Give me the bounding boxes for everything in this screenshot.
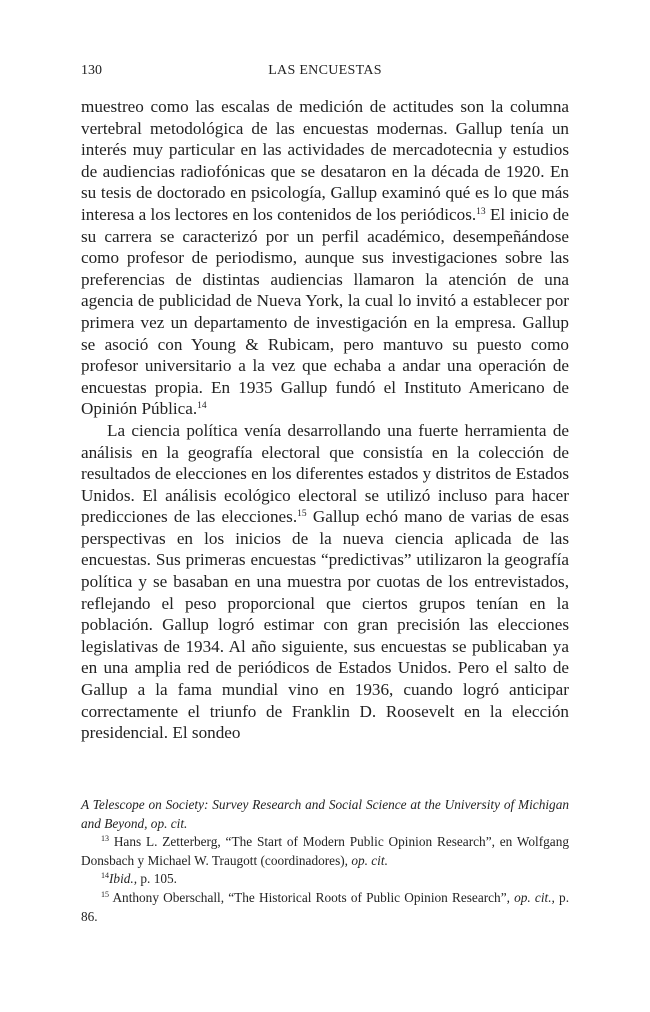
paragraph-1 [81,96,569,420]
footnote-15-text: Anthony Oberschall, “The Historical Roots of Public Opinion Research”, [109,889,515,905]
paragraph-2-text-b: Gallup echó mano de varias de esas perspectivas en los inicios de la nueva ciencia aplicada de las encuestas. Sus primeras encuestas “predictivas” utilizaron la geografía política y se basaban en una muestra por cuotas de los entrevistados, reflejando el peso proporcional que ciertos grupos tenían en la población. Gallup logró estimar con gran precisión las elecciones legislativas de 1934. Al año siguiente, sus encuestas se publicaban ya en una amplia red de periódicos de Estados Unidos. Pero el salto de Gallup a la fama mundial vino en 1936, cuando logró anticipar correctamente el triunfo de Franklin D. Roosevelt en la elección presidencial. El sondeo [81,507,569,743]
body-text [81,96,569,744]
footnote-14-citation: Ibid., [109,871,138,887]
paragraph-1-text-a: muestreo como las escalas de medición de actitudes son la columna vertebral metodológica de las encuestas modernas. Gallup tenía un interés muy particular en las actividades de mercadotecnia y estudios de audiencias radiofónicas que se desataron en la década de 1920. En su tesis de doctorado en psicología, Gallup examinó qué es lo que más interesa a los lectores en los contenidos de los periódicos. [81,97,569,224]
footnote-ref-14[interactable]: 14 [197,401,207,412]
footnote-14-number: 14 [101,871,109,881]
footnote-14 [81,870,569,889]
footnote-13 [81,833,569,870]
footnote-15-citation: op. cit., [514,889,555,905]
footnote-13-citation: op. cit. [351,852,388,868]
footnote-13-text: Hans L. Zetterberg, “The Start of Modern Public Opinion Research”, en Wolfgang Donsbach y Michael W. Traugott (coordinadores), [81,834,569,868]
footnotes [81,796,569,926]
paragraph-2 [81,420,569,744]
footnote-14-text: p. 105. [137,871,177,887]
footnote-13-number: 13 [101,834,109,844]
footnote-continued [81,796,569,833]
footnote-15-number: 15 [101,889,109,899]
running-title: LAS ENCUESTAS [268,63,382,78]
footnote-ref-15[interactable]: 15 [297,509,307,520]
footnote-15 [81,889,569,926]
paragraph-1-text-b: El inicio de su carrera se caracterizó por un perfil académico, desempeñándose como profesor de periodismo, aunque sus investigaciones sobre las preferencias de distintas audiencias llamaron la atención de una agencia de publicidad de Nueva York, la cual lo invitó a establecer por primera vez un departamento de investigación en la empresa. Gallup se asoció con Young & Rubicam, pero mantuvo su puesto como profesor universitario a la vez que echaba a andar una operación de encuestas propia. En 1935 Gallup fundó el Instituto Americano de Opinión Pública. [81,204,569,419]
paragraph-2-text-a: La ciencia política venía desarrollando una fuerte herramienta de análisis en la geografía electoral que consistía en la colección de resultados de elecciones en los diferentes estados y distritos de Estados Unidos. El análisis ecológico electoral se utilizó incluso para hacer predicciones de las elecciones. [81,420,569,527]
page-number: 130 [81,63,102,78]
footnote-continued-title: A Telescope on Society: Survey Research and Social Science at the University of Michigan and Beyond, op. cit. [81,797,569,831]
footnote-ref-13[interactable]: 13 [476,206,486,217]
footnote-15-page: p. 86. [81,889,570,924]
